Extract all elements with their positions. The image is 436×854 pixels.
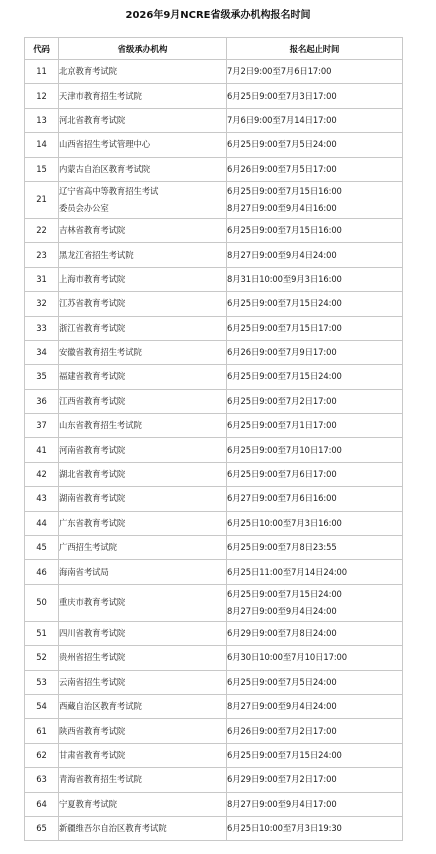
table-row: [25, 584, 403, 621]
registration-time-text: 6月25日9:00至7月1日17:00: [227, 420, 337, 431]
cell-registration-time: [227, 267, 403, 291]
organization-text: 北京教育考试院: [59, 66, 117, 77]
organization-text: 浙江省教育考试院: [59, 322, 126, 333]
organization-text: 甘肃省教育考试院: [59, 749, 126, 760]
cell-registration-time: [227, 340, 403, 364]
cell-code: 34: [25, 340, 59, 364]
table-row: [25, 511, 403, 535]
cell-code: 33: [25, 316, 59, 340]
registration-time-text: 6月25日9:00至7月6日17:00: [227, 469, 337, 480]
cell-organization: [59, 462, 227, 486]
cell-organization: [59, 414, 227, 438]
organization-text: 辽宁省高中等教育招生考试: [59, 185, 159, 196]
cell-organization: [59, 487, 227, 511]
cell-registration-time: [227, 560, 403, 584]
registration-time-text: 6月25日9:00至7月15日24:00: [227, 749, 342, 760]
cell-organization: [59, 792, 227, 816]
table-row: [25, 816, 403, 840]
cell-registration-time: [227, 511, 403, 535]
cell-code: 37: [25, 414, 59, 438]
cell-registration-time: [227, 414, 403, 438]
table-row: [25, 560, 403, 584]
header-code: 代码: [25, 38, 59, 60]
cell-code: 31: [25, 267, 59, 291]
organization-text: 云南省招生考试院: [59, 676, 126, 687]
cell-registration-time: [227, 584, 403, 621]
cell-registration-time: [227, 621, 403, 645]
cell-organization: [59, 621, 227, 645]
registration-time-text: 6月25日9:00至7月15日16:00: [227, 225, 342, 236]
cell-organization: [59, 218, 227, 242]
cell-organization: [59, 743, 227, 767]
cell-code: 50: [25, 584, 59, 621]
organization-text: 安徽省教育招生考试院: [59, 347, 142, 358]
organization-text: 广西招生考试院: [59, 542, 117, 553]
organization-text: 福建省教育考试院: [59, 371, 126, 382]
cell-code: 43: [25, 487, 59, 511]
cell-code: 35: [25, 365, 59, 389]
table-row: [25, 60, 403, 84]
cell-registration-time: [227, 181, 403, 218]
registration-time-text: 6月25日9:00至7月15日24:00: [227, 588, 342, 599]
organization-text: 青海省教育招生考试院: [59, 774, 142, 785]
table-row: [25, 133, 403, 157]
table-row: [25, 389, 403, 413]
cell-organization: [59, 670, 227, 694]
cell-code: 63: [25, 768, 59, 792]
table-row: [25, 84, 403, 108]
cell-organization: [59, 536, 227, 560]
registration-time-text: 6月30日10:00至7月10日17:00: [227, 652, 348, 663]
registration-time-text: 6月25日9:00至7月15日24:00: [227, 371, 342, 382]
table-row: [25, 365, 403, 389]
cell-code: 46: [25, 560, 59, 584]
cell-organization: [59, 267, 227, 291]
registration-time-text: 6月25日9:00至7月5日24:00: [227, 676, 337, 687]
registration-time-text: 6月29日9:00至7月2日17:00: [227, 774, 337, 785]
table-header: [25, 38, 403, 60]
table-row: [25, 181, 403, 218]
cell-code: 44: [25, 511, 59, 535]
organization-text: 黑龙江省招生考试院: [59, 249, 134, 260]
cell-organization: [59, 292, 227, 316]
cell-code: 64: [25, 792, 59, 816]
cell-code: 41: [25, 438, 59, 462]
registration-time-text: 6月25日9:00至7月15日24:00: [227, 298, 342, 309]
registration-time-text: 8月27日9:00至9月4日16:00: [227, 202, 337, 213]
organization-text: 广东省教育考试院: [59, 517, 126, 528]
organization-text: 新疆维吾尔自治区教育考试院: [59, 823, 167, 834]
registration-time-text: 6月26日9:00至7月2日17:00: [227, 725, 337, 736]
header-registration-time: 报名起止时间: [227, 38, 403, 60]
organization-text: 江西省教育考试院: [59, 395, 126, 406]
cell-code: 11: [25, 60, 59, 84]
organization-text: 山东省教育招生考试院: [59, 420, 142, 431]
cell-organization: [59, 340, 227, 364]
cell-registration-time: [227, 108, 403, 132]
cell-registration-time: [227, 60, 403, 84]
table-row: [25, 438, 403, 462]
cell-code: 53: [25, 670, 59, 694]
cell-code: 65: [25, 816, 59, 840]
organization-text: 江苏省教育考试院: [59, 298, 126, 309]
organization-text: 山西省招生考试管理中心: [59, 139, 151, 150]
cell-organization: [59, 768, 227, 792]
cell-code: 32: [25, 292, 59, 316]
cell-organization: [59, 646, 227, 670]
table-row: [25, 792, 403, 816]
table-row: [25, 768, 403, 792]
organization-text: 四川省教育考试院: [59, 628, 126, 638]
cell-registration-time: [227, 218, 403, 242]
cell-code: 36: [25, 389, 59, 413]
registration-time-text: 6月25日9:00至7月3日17:00: [227, 90, 337, 101]
cell-code: 14: [25, 133, 59, 157]
header-organization: 省级承办机构: [59, 38, 227, 60]
cell-registration-time: [227, 719, 403, 743]
table-row: [25, 267, 403, 291]
registration-time-text: 6月27日9:00至7月6日16:00: [227, 493, 337, 504]
table-row: [25, 316, 403, 340]
table-body: [25, 60, 403, 841]
cell-organization: [59, 389, 227, 413]
cell-registration-time: [227, 743, 403, 767]
cell-registration-time: [227, 768, 403, 792]
registration-time-text: 6月25日9:00至7月15日16:00: [227, 185, 342, 196]
organization-text: 河北省教育考试院: [59, 114, 126, 125]
cell-code: 15: [25, 157, 59, 181]
registration-time-text: 6月25日10:00至7月3日19:30: [227, 823, 342, 834]
cell-code: 52: [25, 646, 59, 670]
organization-text: 海南省考试局: [59, 566, 109, 577]
document-title: 2026年9月NCRE省级承办机构报名时间: [125, 10, 311, 21]
cell-registration-time: [227, 694, 403, 718]
cell-organization: [59, 438, 227, 462]
organization-text: 委员会办公室: [59, 202, 109, 213]
cell-registration-time: [227, 792, 403, 816]
cell-code: 61: [25, 719, 59, 743]
cell-registration-time: [227, 292, 403, 316]
registration-time-text: 8月27日9:00至9月4日24:00: [227, 249, 337, 260]
registration-time-text: 6月29日9:00至7月8日24:00: [227, 628, 337, 638]
cell-registration-time: [227, 157, 403, 181]
registration-time-text: 6月25日9:00至7月15日17:00: [227, 322, 342, 333]
cell-organization: [59, 584, 227, 621]
table-row: [25, 108, 403, 132]
table-header-row: [25, 38, 403, 60]
table-row: [25, 536, 403, 560]
registration-time-text: 6月25日11:00至7月14日24:00: [227, 566, 348, 577]
table-row: [25, 719, 403, 743]
registration-time-text: 7月2日9:00至7月6日17:00: [227, 66, 332, 77]
registration-schedule-table: [24, 37, 403, 841]
table-row: [25, 646, 403, 670]
cell-code: 54: [25, 694, 59, 718]
cell-organization: [59, 316, 227, 340]
table-row: [25, 157, 403, 181]
cell-code: 42: [25, 462, 59, 486]
table-row: [25, 694, 403, 718]
cell-code: 23: [25, 243, 59, 267]
table-row: [25, 670, 403, 694]
cell-registration-time: [227, 438, 403, 462]
organization-text: 西藏自治区教育考试院: [59, 701, 142, 712]
cell-registration-time: [227, 133, 403, 157]
registration-time-text: 6月25日9:00至7月8日23:55: [227, 542, 337, 553]
table-row: [25, 621, 403, 645]
registration-time-text: 6月25日9:00至7月10日17:00: [227, 444, 342, 455]
registration-time-text: 7月6日9:00至7月14日17:00: [227, 114, 337, 125]
cell-organization: [59, 157, 227, 181]
organization-text: 湖南省教育考试院: [59, 493, 126, 504]
registration-time-text: 8月31日10:00至9月3日16:00: [227, 273, 342, 284]
table-row: [25, 292, 403, 316]
cell-code: 62: [25, 743, 59, 767]
table-row: [25, 487, 403, 511]
cell-code: 45: [25, 536, 59, 560]
organization-text: 贵州省招生考试院: [59, 652, 126, 663]
table-row: [25, 462, 403, 486]
table-row: [25, 243, 403, 267]
table-row: [25, 218, 403, 242]
cell-organization: [59, 511, 227, 535]
registration-time-text: 6月25日9:00至7月2日17:00: [227, 395, 337, 406]
organization-text: 内蒙古自治区教育考试院: [59, 163, 151, 174]
cell-registration-time: [227, 536, 403, 560]
registration-time-text: 6月25日10:00至7月3日16:00: [227, 517, 342, 528]
organization-text: 天津市教育招生考试院: [59, 90, 142, 101]
cell-organization: [59, 719, 227, 743]
registration-time-text: 6月26日9:00至7月9日17:00: [227, 347, 337, 358]
cell-code: 21: [25, 181, 59, 218]
organization-text: 河南省教育考试院: [59, 444, 126, 455]
table-row: [25, 743, 403, 767]
registration-time-text: 8月27日9:00至9月4日24:00: [227, 605, 337, 616]
organization-text: 上海市教育考试院: [59, 273, 126, 284]
organization-text: 吉林省教育考试院: [59, 225, 126, 236]
registration-time-text: 6月26日9:00至7月5日17:00: [227, 163, 337, 174]
cell-registration-time: [227, 462, 403, 486]
organization-text: 重庆市教育考试院: [59, 597, 126, 608]
cell-organization: [59, 560, 227, 584]
cell-organization: [59, 181, 227, 218]
cell-organization: [59, 60, 227, 84]
table-row: [25, 340, 403, 364]
cell-organization: [59, 84, 227, 108]
cell-organization: [59, 365, 227, 389]
organization-text: 湖北省教育考试院: [59, 469, 126, 480]
cell-code: 13: [25, 108, 59, 132]
registration-time-text: 6月25日9:00至7月5日24:00: [227, 139, 337, 150]
cell-organization: [59, 694, 227, 718]
cell-organization: [59, 133, 227, 157]
cell-registration-time: [227, 243, 403, 267]
cell-registration-time: [227, 316, 403, 340]
cell-registration-time: [227, 84, 403, 108]
cell-code: 22: [25, 218, 59, 242]
registration-time-text: 8月27日9:00至9月4日17:00: [227, 798, 337, 809]
organization-text: 宁夏教育考试院: [59, 798, 117, 809]
table-row: [25, 414, 403, 438]
cell-organization: [59, 816, 227, 840]
registration-time-text: 8月27日9:00至9月4日24:00: [227, 701, 337, 712]
cell-registration-time: [227, 389, 403, 413]
cell-registration-time: [227, 646, 403, 670]
organization-text: 陕西省教育考试院: [59, 725, 126, 736]
cell-organization: [59, 108, 227, 132]
cell-registration-time: [227, 816, 403, 840]
cell-registration-time: [227, 670, 403, 694]
cell-registration-time: [227, 487, 403, 511]
cell-registration-time: [227, 365, 403, 389]
cell-organization: [59, 243, 227, 267]
cell-code: 12: [25, 84, 59, 108]
cell-code: 51: [25, 621, 59, 645]
